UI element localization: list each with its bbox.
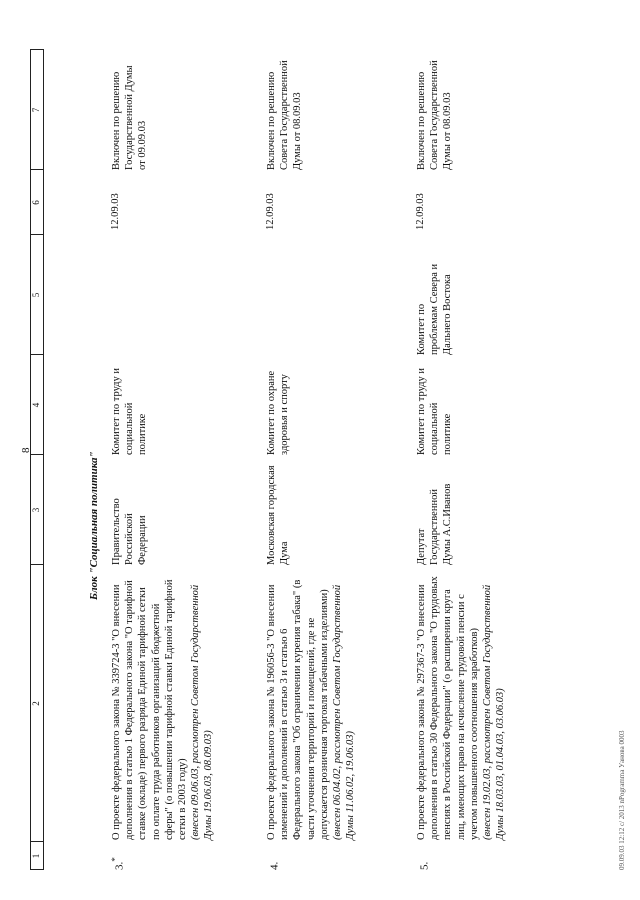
table-row bbox=[415, 0, 575, 900]
responsible-committee: Комитет по охране здоровья и спорту bbox=[266, 370, 291, 455]
block-title: Блок "Социальная политика" bbox=[88, 451, 100, 600]
co-committee: Комитет по проблемам Севера и Дальнего Востока bbox=[416, 263, 454, 355]
row-number bbox=[110, 852, 126, 870]
responsible-committee: Комитет по труду и социальной политике bbox=[111, 367, 149, 455]
row-number-text: 4. bbox=[268, 861, 281, 870]
initiator: Московская городская Дума bbox=[266, 465, 291, 565]
date: 12.09.03 bbox=[265, 193, 276, 230]
decision: Включен по решению Совета Государственной Думы от 08.09.03 bbox=[266, 60, 304, 170]
row-number bbox=[415, 852, 431, 870]
page-number: 8 bbox=[20, 447, 32, 453]
bill-status-note: (внесен 09.06.03, рассмотрен Советом Государственной Думы 19.06.03, 08.09.03) bbox=[190, 584, 215, 840]
table-row bbox=[110, 0, 260, 900]
column-number-1: 1 bbox=[31, 853, 41, 859]
date: 12.09.03 bbox=[415, 193, 426, 230]
column-number-header bbox=[30, 49, 44, 870]
row-number bbox=[265, 852, 281, 870]
column-number-2: 2 bbox=[31, 701, 41, 706]
column-number-3: 3 bbox=[31, 507, 41, 513]
bill-main-text: О проекте федерального закона № 196056-3 "О внесении изменений и дополнений в статью 3 и статью 6 Федерального закона "Об ограничении курения табака" (в части уточнения территорий и помещений, где не допускается розничная торговля табачными изделиями) bbox=[266, 579, 330, 840]
row-number-text: 3. bbox=[113, 861, 126, 870]
bill-main-text: О проекте федерального закона № 297367-3 "О внесении дополнения в статью 30 Федерального закона "О трудовых пенсиях в Российской Федерации" (о расширении круга лиц, имеющих право на исчисление трудовой пенсии с учетом повышенного соотношения заработков) bbox=[416, 576, 480, 840]
decision: Включен по решению Совета Государственной Думы от 08.09.03 bbox=[416, 60, 454, 170]
row-number-text: 5. bbox=[418, 861, 431, 870]
bill-status-note: (внесен 19.02.03, рассмотрен Советом Государственной Думы 18.03.03, 01.04.03, 03.06.03) bbox=[482, 584, 507, 840]
column-number-5: 5 bbox=[31, 292, 41, 298]
responsible-committee: Комитет по труду и социальной политике bbox=[416, 367, 454, 455]
bill-main-text: О проекте федерального закона № 339724-3 "О внесении дополнения в статью 1 Федерального закона "О тарифной ставке (окладе) первого разряда Единой тарифной сетки по оплате труда работников организаций бюджетной сферы" (о повышении тарифной ставки Единой тарифной сетки в 2003 году) bbox=[111, 579, 189, 840]
bill-description bbox=[110, 575, 216, 840]
decision: Включен по решению Государственной Думы от 09.09.03 bbox=[111, 65, 149, 170]
bill-description bbox=[265, 575, 357, 840]
table-row bbox=[265, 0, 415, 900]
initiator: Правительство Российской Федерации bbox=[111, 498, 149, 565]
bill-description bbox=[415, 575, 507, 840]
date: 12.09.03 bbox=[110, 193, 121, 230]
row-asterisk-mark: * bbox=[110, 857, 120, 862]
column-number-4: 4 bbox=[31, 402, 41, 408]
column-number-6: 6 bbox=[31, 200, 41, 205]
column-number-7: 7 bbox=[31, 107, 41, 113]
initiator: Депутат Государственной Думы А.С.Иванов bbox=[416, 483, 454, 565]
fax-footer: 09.09.03 12:12 c/ 2013 nPogramma Уанова 0003 bbox=[618, 730, 626, 870]
bill-status-note: (внесен 06.04.02, рассмотрен Советом Государственной Думы 11.06.02, 19.06.03) bbox=[332, 584, 357, 840]
